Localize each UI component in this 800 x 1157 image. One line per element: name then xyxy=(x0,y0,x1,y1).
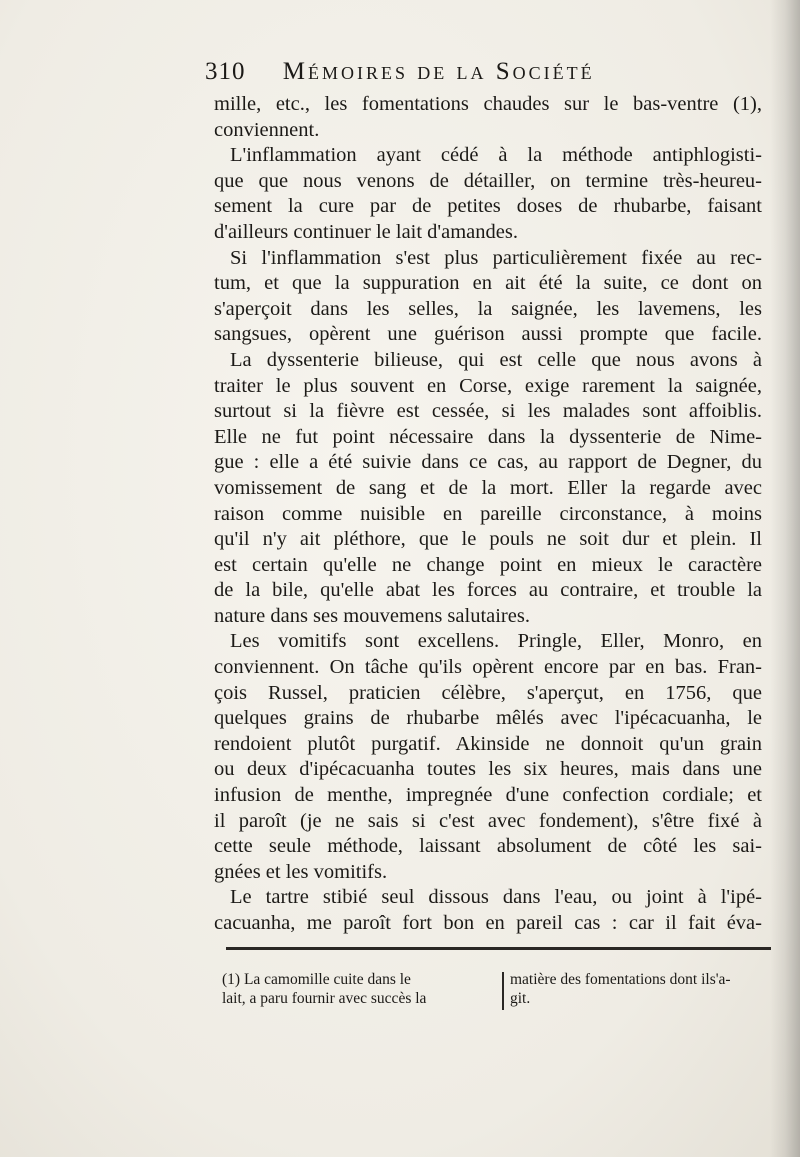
text-line: raison comme nuisible en pareille circonstance, à moins xyxy=(214,502,762,525)
text-line: est certain qu'elle ne change point en mieux le caractère xyxy=(214,553,762,576)
footnote-line: (1) La camomille cuite dans le xyxy=(222,971,411,988)
text-line: conviennent. On tâche qu'ils opèrent encore par en bas. Fran- xyxy=(214,656,762,679)
text-line: sement la cure par de petites doses de rhubarbe, faisant xyxy=(214,195,762,218)
text-line: conviennent. xyxy=(214,118,320,141)
text-line: s'aperçoit dans les selles, la saignée, les lavemens, les xyxy=(214,297,762,320)
text-line: tum, et que la suppuration en ait été la suite, ce dont on xyxy=(214,272,762,295)
text-line: qu'il n'y ait pléthore, que le pouls ne soit dur et plein. Il xyxy=(214,528,762,551)
text-line: Elle ne fut point nécessaire dans la dyssenterie de Nime- xyxy=(214,425,762,448)
body-text xyxy=(214,92,762,937)
text-line: nature dans ses mouvemens salutaires. xyxy=(214,604,530,627)
text-line: Les vomitifs sont excellens. Pringle, Eller, Monro, en xyxy=(230,630,762,653)
footnote-right-column xyxy=(510,970,780,1008)
text-line: que que nous venons de détailler, on termine très-heureu- xyxy=(214,169,762,192)
text-line: infusion de menthe, impregnée d'une confection cordiale; et xyxy=(214,784,762,807)
text-line: traiter le plus souvent en Corse, exige rarement la saignée, xyxy=(214,374,762,397)
text-line: mille, etc., les fomentations chaudes sur le bas-ventre (1), xyxy=(214,93,762,115)
text-line: Si l'inflammation s'est plus particulièrement fixée au rec- xyxy=(230,246,762,269)
footnote-line: git. xyxy=(510,990,531,1007)
text-line: d'ailleurs continuer le lait d'amandes. xyxy=(214,220,518,243)
text-line: gnées et les vomitifs. xyxy=(214,860,388,883)
text-line: cacuanha, me paroît fort bon en pareil cas : car il fait éva- xyxy=(214,912,762,934)
text-line: gue : elle a été suivie dans ce cas, au rapport de Degner, du xyxy=(214,451,762,474)
footnote-column-divider xyxy=(502,972,504,1010)
text-line: sangsues, opèrent une guérison aussi prompte que facile. xyxy=(214,323,762,346)
text-line: cette seule méthode, laissant absolument de côté les sai- xyxy=(214,835,762,858)
text-line: çois Russel, praticien célèbre, s'aperçut, en 1756, que xyxy=(214,681,762,704)
text-line: de la bile, qu'elle abat les forces au contraire, et trouble la xyxy=(214,579,762,602)
text-line: Le tartre stibié seul dissous dans l'eau, ou joint à l'ipé- xyxy=(230,886,762,909)
text-line: La dyssenterie bilieuse, qui est celle que nous avons à xyxy=(230,348,762,371)
footnote-left-column xyxy=(222,970,500,1008)
footnote-rule xyxy=(226,947,771,950)
text-line: L'inflammation ayant cédé à la méthode antiphlogisti- xyxy=(230,144,762,167)
text-line: surtout si la fièvre est cessée, si les malades sont affoiblis. xyxy=(214,400,762,423)
text-line: il paroît (je ne sais si c'est avec fondement), s'être fixé à xyxy=(214,809,762,832)
text-line: vomissement de sang et de la mort. Eller la regarde avec xyxy=(214,476,762,499)
page-number: 310 xyxy=(205,58,246,85)
text-line: ou deux d'ipécacuanha toutes les six heures, mais dans une xyxy=(214,758,762,781)
footnote-line: matière des fomentations dont ils'a- xyxy=(510,971,731,988)
running-title: Mémoires de la Société xyxy=(282,58,595,85)
running-header xyxy=(205,58,765,86)
text-line: quelques grains de rhubarbe mêlés avec l'ipécacuanha, le xyxy=(214,707,762,730)
text-line: rendoient plutôt purgatif. Akinside ne donnoit qu'un grain xyxy=(214,732,762,755)
footnote-line: lait, a paru fournir avec succès la xyxy=(222,990,427,1007)
